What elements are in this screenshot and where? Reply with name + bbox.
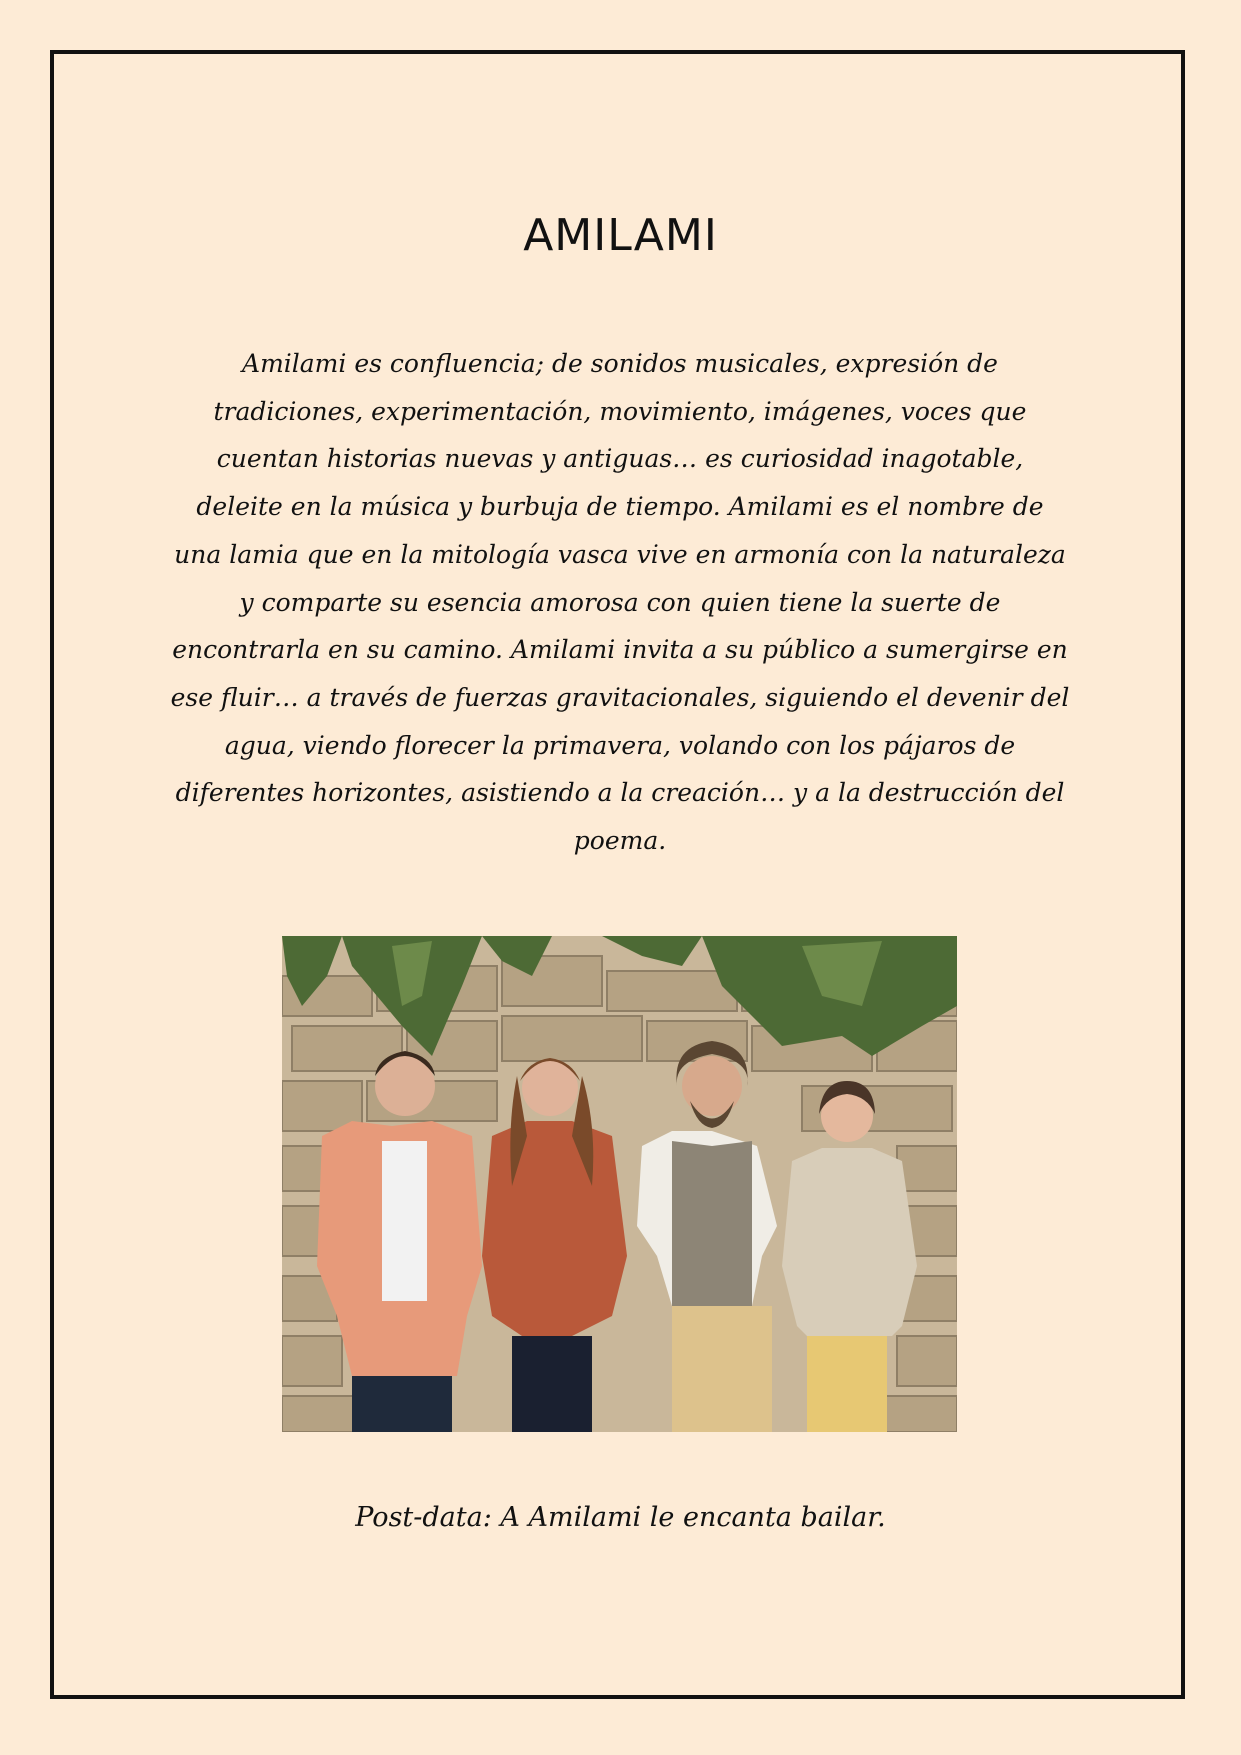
page-title: AMILAMI [523,210,718,261]
group-photo [282,936,957,1432]
postdata-note: Post-data: A Amilami le encanta bailar. [355,1502,886,1533]
description-paragraph: Amilami es confluencia; de sonidos musicales, expresión de tradiciones, experimentación, movimiento, imágenes, voces que cuentan historias nuevas y antiguas… es curiosidad inagotable, deleite en la música y burbuja de tiempo. Amilami es el nombre de una lamia que en la mitología vasca vive en armonía con la naturaleza y comparte su esencia amorosa con quien tiene la suerte de encontrarla en su camino. Amilami invita a su público a sumergirse en ese fluir… a través de fuerzas gravitacionales, siguiendo el devenir del agua, viendo florecer la primavera, volando con los pájaros de diferentes horizontes, asistiendo a la creación… y a la destrucción del poema. [170,349,1070,856]
page-border [50,50,1185,1699]
